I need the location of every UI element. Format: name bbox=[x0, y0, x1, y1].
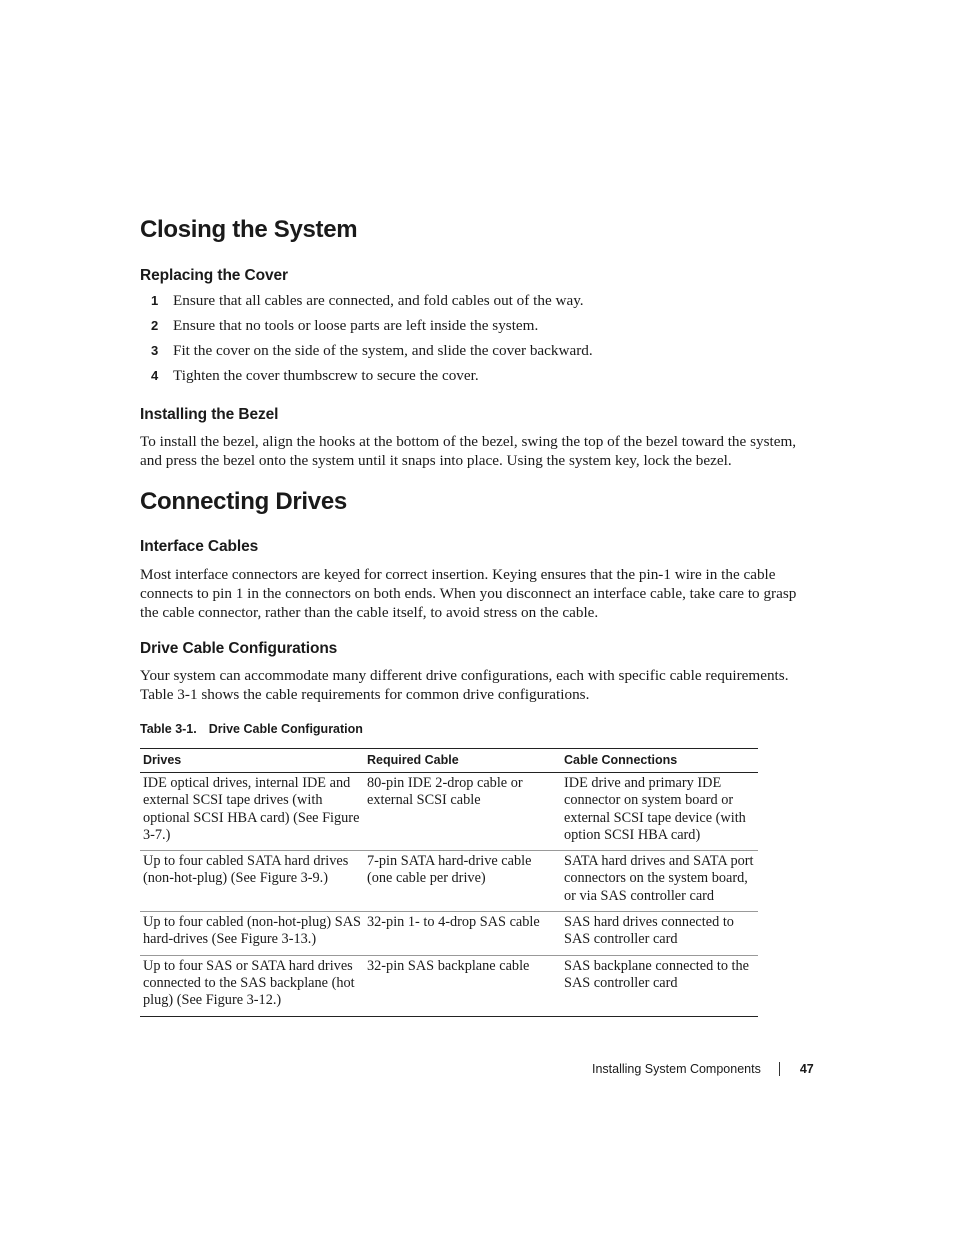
replacing-cover-steps bbox=[140, 292, 593, 392]
interface-cables-paragraph: Most interface connectors are keyed for correct insertion. Keying ensures that the pin-1 wire in the cable connects to pin 1 in the connectors on both ends. When you disconnect an interface cable, take care to grasp the cable connector, rather than the cable itself, to avoid stress on the cable. bbox=[140, 566, 797, 621]
step-number: 2 bbox=[151, 318, 159, 333]
table-caption-title: Drive Cable Configuration bbox=[208, 722, 363, 736]
step-item bbox=[140, 292, 593, 317]
table-header-row bbox=[140, 749, 758, 773]
footer-separator bbox=[779, 1062, 780, 1076]
heading-connecting-drives: Connecting Drives bbox=[140, 488, 347, 515]
table-cell-required-cable: 32-pin 1- to 4-drop SAS cable bbox=[364, 912, 561, 956]
table-cell-cable-connections: SATA hard drives and SATA port connectors on the system board, or via SAS controller card bbox=[561, 851, 758, 912]
drive-cable-configurations-paragraph: Your system can accommodate many different drive configurations, each with specific cable requirements. Table 3-1 shows the cable requirements for common drive configurations. bbox=[140, 667, 789, 703]
step-item bbox=[140, 367, 593, 392]
table-cell-cable-connections: SAS backplane connected to the SAS controller card bbox=[561, 955, 758, 1016]
step-item bbox=[140, 317, 593, 342]
heading-installing-the-bezel: Installing the Bezel bbox=[140, 406, 279, 423]
table-caption bbox=[140, 722, 363, 736]
table-row bbox=[140, 912, 758, 956]
step-text: Tighten the cover thumbscrew to secure the cover. bbox=[173, 367, 479, 384]
drive-cable-configuration-table bbox=[140, 748, 758, 1017]
step-text: Fit the cover on the side of the system, and slide the cover backward. bbox=[173, 342, 593, 359]
heading-drive-cable-configurations: Drive Cable Configurations bbox=[140, 640, 338, 657]
step-text: Ensure that no tools or loose parts are left inside the system. bbox=[173, 317, 539, 334]
heading-interface-cables: Interface Cables bbox=[140, 538, 259, 555]
installing-bezel-paragraph: To install the bezel, align the hooks at the bottom of the bezel, swing the top of the bezel toward the system, and press the bezel onto the system until it snaps into place. Using the system key, lock the bezel. bbox=[140, 433, 797, 469]
table-cell-drives: Up to four SAS or SATA hard drives connected to the SAS backplane (hot plug) (See Figure 3-12.) bbox=[140, 955, 364, 1016]
column-header-required-cable: Required Cable bbox=[364, 749, 561, 773]
table-cell-required-cable: 7-pin SATA hard-drive cable (one cable per drive) bbox=[364, 851, 561, 912]
table-cell-drives: Up to four cabled SATA hard drives (non-hot-plug) (See Figure 3-9.) bbox=[140, 851, 364, 912]
footer-chapter-title: Installing System Components bbox=[592, 1062, 761, 1076]
page-footer bbox=[592, 1062, 814, 1076]
heading-replacing-the-cover: Replacing the Cover bbox=[140, 267, 288, 284]
column-header-drives: Drives bbox=[140, 749, 364, 773]
step-item bbox=[140, 342, 593, 367]
step-number: 4 bbox=[151, 368, 159, 383]
table-row bbox=[140, 851, 758, 912]
table-cell-required-cable: 32-pin SAS backplane cable bbox=[364, 955, 561, 1016]
table-cell-cable-connections: IDE drive and primary IDE connector on system board or external SCSI tape device (with option SCSI HBA card) bbox=[561, 773, 758, 851]
step-number: 1 bbox=[151, 293, 159, 308]
table-row bbox=[140, 955, 758, 1016]
table-row bbox=[140, 773, 758, 851]
page-number: 47 bbox=[799, 1062, 814, 1076]
table-cell-drives: IDE optical drives, internal IDE and external SCSI tape drives (with optional SCSI HBA card) (See Figure 3-7.) bbox=[140, 773, 364, 851]
step-text: Ensure that all cables are connected, and fold cables out of the way. bbox=[173, 292, 584, 309]
table-cell-required-cable: 80-pin IDE 2-drop cable or external SCSI cable bbox=[364, 773, 561, 851]
step-number: 3 bbox=[151, 343, 159, 358]
table-caption-label: Table 3-1. bbox=[140, 722, 197, 736]
table-cell-drives: Up to four cabled (non-hot-plug) SAS hard-drives (See Figure 3-13.) bbox=[140, 912, 364, 956]
table-cell-cable-connections: SAS hard drives connected to SAS controller card bbox=[561, 912, 758, 956]
column-header-cable-connections: Cable Connections bbox=[561, 749, 758, 773]
heading-closing-the-system: Closing the System bbox=[140, 216, 358, 243]
